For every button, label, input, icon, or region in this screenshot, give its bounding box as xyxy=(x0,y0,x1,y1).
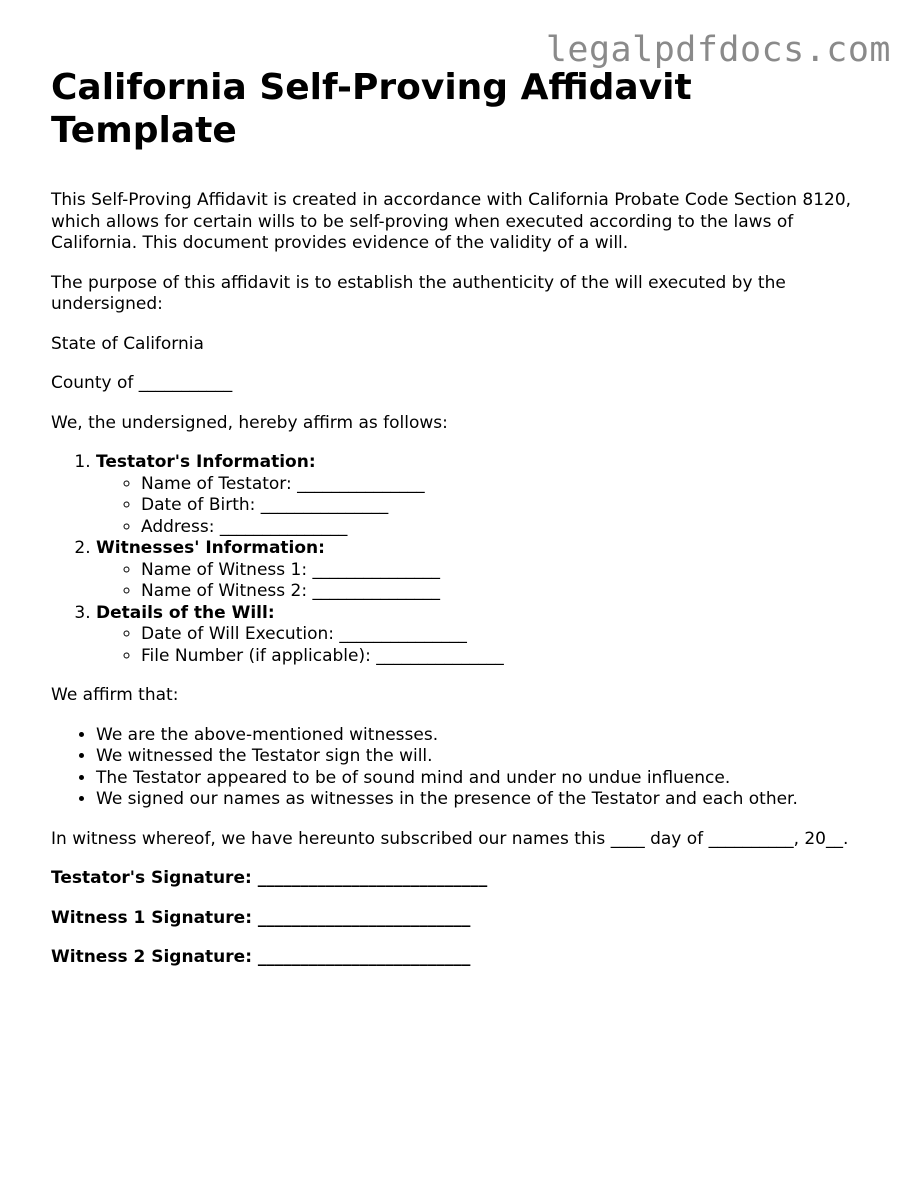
affirmations-list xyxy=(51,725,871,811)
document-title: California Self-Proving Affidavit Template xyxy=(51,67,692,151)
field-file-number: ◦ File Number (if applicable): _______________ xyxy=(141,646,871,668)
field-list xyxy=(96,474,871,539)
document-body xyxy=(51,66,871,987)
watermark-text: legalpdfdocs.com xyxy=(545,30,891,70)
section-testator xyxy=(96,452,871,538)
section-will-details xyxy=(96,603,871,668)
section-heading: Details of the Will: xyxy=(96,602,275,623)
affirmation-item: • The Testator appeared to be of sound mind and under no undue influence. xyxy=(96,768,871,790)
field-date-of-birth: ◦ Date of Birth: _______________ xyxy=(141,495,871,517)
field-witness-2-name: ◦ Name of Witness 2: _______________ xyxy=(141,581,871,603)
field-witness-1-name: ◦ Name of Witness 1: _______________ xyxy=(141,560,871,582)
field-list xyxy=(96,624,871,667)
witness-2-signature-line: Witness 2 Signature: _________________________ xyxy=(51,947,471,967)
state-line: State of California xyxy=(51,333,204,354)
section-heading: Testator's Information: xyxy=(96,452,316,472)
witness-1-signature-line: Witness 1 Signature: _________________________ xyxy=(51,907,471,928)
sections-list xyxy=(51,452,871,667)
affirmation-item: • We witnessed the Testator sign the will. xyxy=(96,746,871,768)
affirm-that-line: We affirm that: xyxy=(51,685,179,705)
testator-signature-line: Testator's Signature: ___________________________ xyxy=(51,868,488,888)
purpose-paragraph: The purpose of this affidavit is to establish the authenticity of the will executed by the undersigned: xyxy=(51,272,786,314)
field-list xyxy=(96,560,871,603)
section-heading: Witnesses' Information: xyxy=(96,538,325,558)
section-witnesses xyxy=(96,538,871,603)
field-testator-name: ◦ Name of Testator: _______________ xyxy=(141,474,871,496)
witness-whereof-paragraph: In witness whereof, we have hereunto subscribed our names this ____ day of __________, 20__. xyxy=(51,828,849,849)
affirmation-item: • We signed our names as witnesses in the presence of the Testator and each other. xyxy=(96,789,871,811)
field-will-execution-date: ◦ Date of Will Execution: _______________ xyxy=(141,624,871,646)
county-line: County of ___________ xyxy=(51,373,233,393)
field-address: ◦ Address: _______________ xyxy=(141,517,871,539)
affirm-intro: We, the undersigned, hereby affirm as follows: xyxy=(51,412,448,433)
intro-paragraph: This Self-Proving Affidavit is created in accordance with California Probate Code Section 8120, which allows for certain wills to be self-proving when executed according to the laws of California. This document provides evidence of the validity of a will. xyxy=(51,190,852,253)
affirmation-item: • We are the above-mentioned witnesses. xyxy=(96,725,871,747)
